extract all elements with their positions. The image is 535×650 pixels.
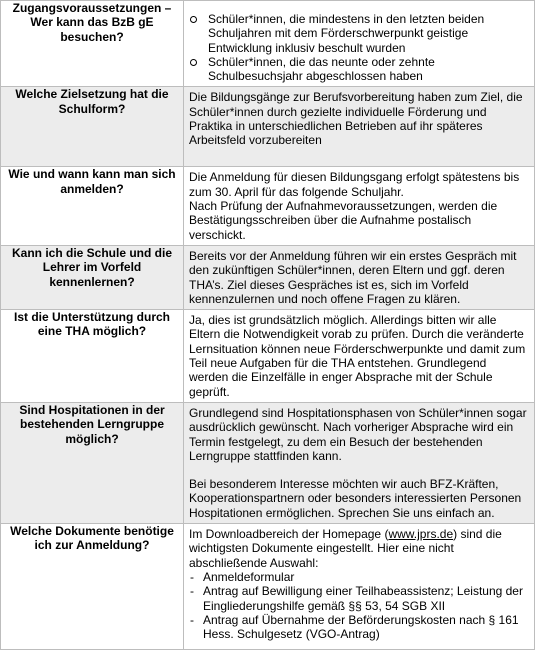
list-item: - Anmeldeformular (189, 570, 528, 584)
faq-row (1, 167, 535, 245)
faq-row (1, 245, 535, 309)
faq-row (1, 1, 535, 87)
answer-paragraph: Nach Prüfung der Aufnahmevoraussetzungen, werden die Bestätigungsschreiben über die Aufnahme postalisch verschickt. (189, 199, 498, 242)
faq-question: Kann ich die Schule und die Lehrer im Vorfeld kennenlernen? (1, 245, 184, 309)
answer-paragraph: Bei besonderem Interesse möchten wir auch BFZ-Kräften, Kooperationspartnern oder besonders interessierten Personen Hospitationen ermöglichen. Sprechen Sie uns einfach an. (189, 477, 522, 520)
faq-answer (184, 1, 535, 87)
faq-answer: Die Bildungsgänge zur Berufsvorbereitung haben zum Ziel, die Schüler*innen durch gezielte individuelle Förderung und Praktika in unterschiedlichen Betrieben auf ihr späteres Arbeitsfeld vorzubereiten (184, 87, 535, 167)
answer-text: Im Downloadbereich der Homepage ( (189, 527, 389, 542)
faq-answer (184, 524, 535, 650)
answer-text: ) sind die wichtigsten Dokumente eingestellt. Hier eine nicht abschließende Auswahl: (189, 527, 502, 570)
list-item: - Antrag auf Bewilligung einer Teilhabeassistenz; Leistung der Eingliederungshilfe gemäß §§ 53, 54 SGB XII (189, 584, 528, 613)
list-item: Schüler*innen, die das neunte oder zehnte Schulbesuchsjahr abgeschlossen haben (189, 55, 528, 84)
faq-answer (184, 167, 535, 245)
faq-question: Sind Hospitationen in der bestehenden Lerngruppe möglich? (1, 402, 184, 523)
faq-answer (184, 402, 535, 523)
faq-question: Ist die Unterstützung durch eine THA möglich? (1, 310, 184, 403)
faq-question: Welche Zielsetzung hat die Schulform? (1, 87, 184, 167)
paragraph-gap (189, 463, 528, 477)
homepage-link[interactable]: www.jprs.de (388, 527, 454, 542)
faq-row (1, 310, 535, 403)
answer-paragraph (189, 527, 528, 570)
faq-question: Zugangsvoraussetzungen – Wer kann das BzB gE besuchen? (1, 1, 184, 87)
answer-paragraph: Grundlegend sind Hospitationsphasen von Schüler*innen sogar ausdrücklich gewünscht. Nach vorheriger Absprache wird ein Termin festgelegt, zu dem ein Besuch der bestehenden Lerngruppe stattfinden kann. (189, 405, 527, 463)
list-item: - Antrag auf Übernahme der Beförderungskosten nach § 161 Hess. Schulgesetz (VGO-Antrag) (189, 613, 528, 642)
faq-row (1, 87, 535, 167)
faq-row (1, 524, 535, 650)
faq-answer: Bereits vor der Anmeldung führen wir ein erstes Gespräch mit den zukünftigen Schüler*innen, deren Eltern und ggf. deren THA’s. Ziel dieses Gespräches ist es, sich im Vorfeld kennenzulernen und noch offene Fragen zu klären. (184, 245, 535, 309)
faq-question: Welche Dokumente benötige ich zur Anmeldung? (1, 524, 184, 650)
requirements-list (189, 12, 528, 83)
faq-answer: Ja, dies ist grundsätzlich möglich. Allerdings bitten wir alle Eltern die Notwendigkeit vorab zu prüfen. Durch die veränderte Lernsituation können neue Förderschwerpunkte und damit zum Teil neue Aufgaben für die THA entstehen. Grundlegend werden die Einzelfälle in enger Absprache mit der Schule geprüft. (184, 310, 535, 403)
faq-question: Wie und wann kann man sich anmelden? (1, 167, 184, 245)
documents-list (189, 570, 528, 641)
answer-paragraph: Die Anmeldung für diesen Bildungsgang erfolgt spätestens bis zum 30. April für das folgende Schuljahr. (189, 170, 520, 199)
faq-row (1, 402, 535, 523)
list-item: Schüler*innen, die mindestens in den letzten beiden Schuljahren mit dem Förderschwerpunkt geistige Entwicklung inklusiv beschult wurden (189, 12, 528, 55)
